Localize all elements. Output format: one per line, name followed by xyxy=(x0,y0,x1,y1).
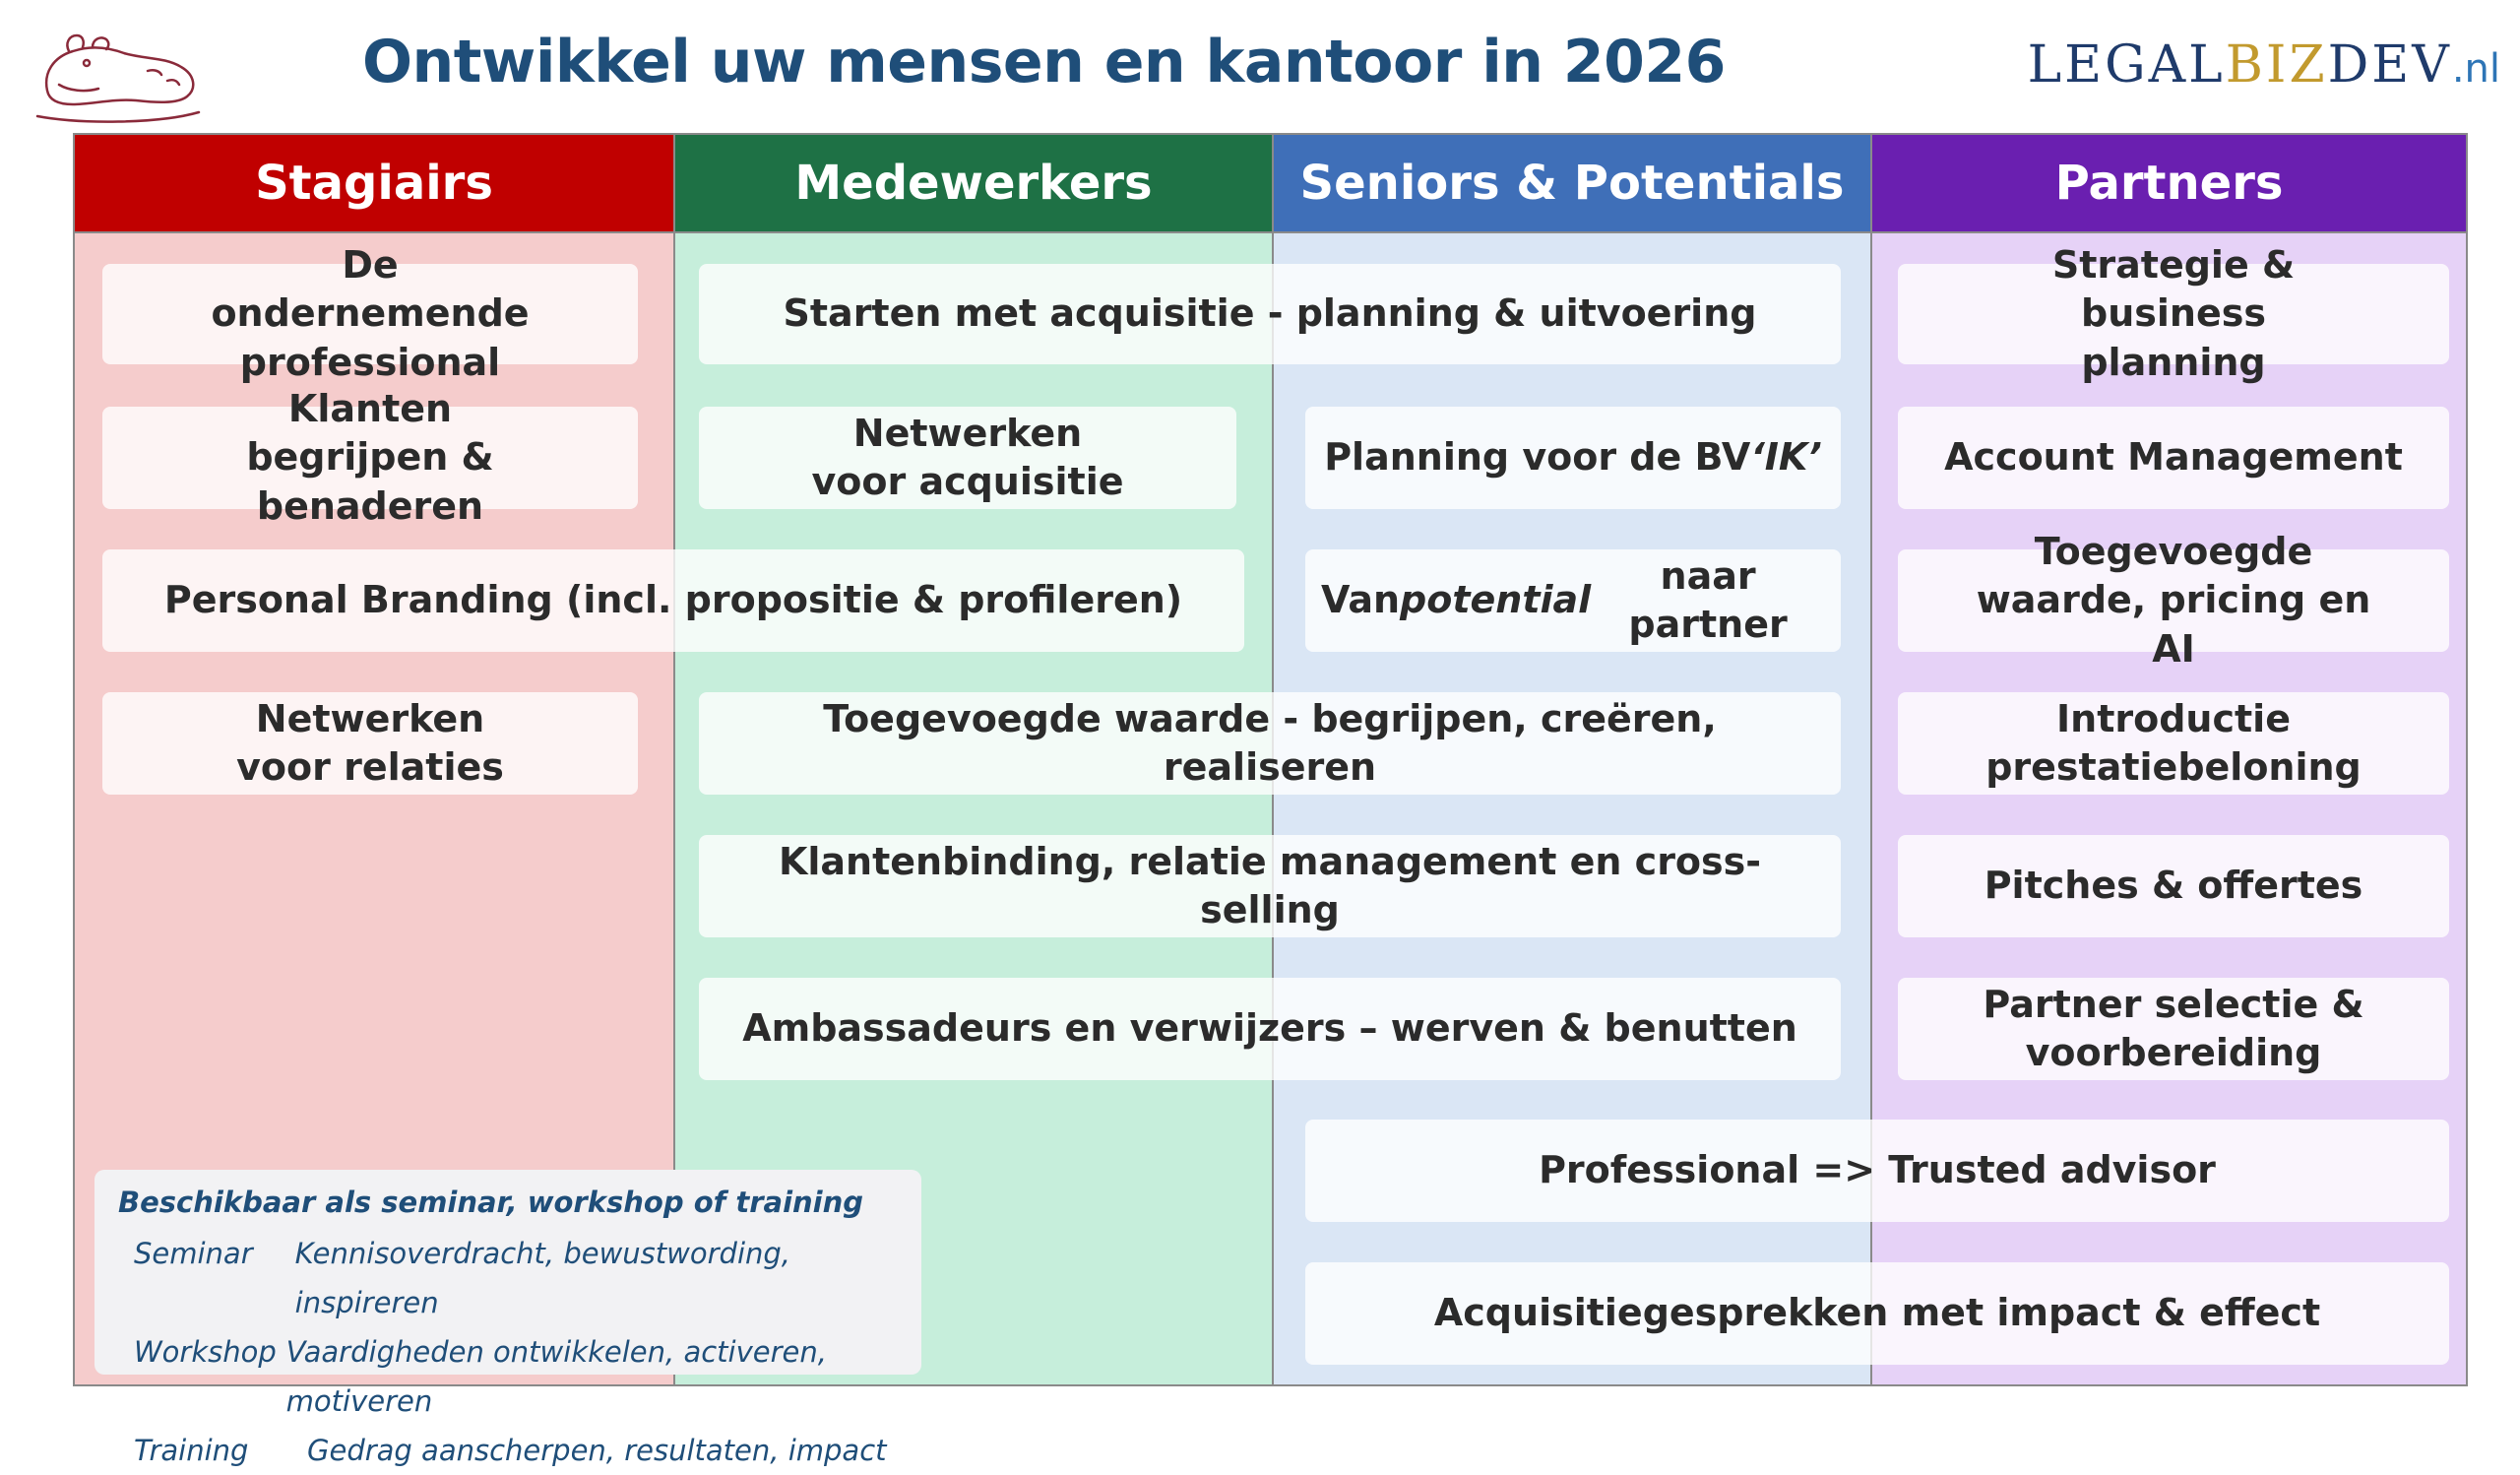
topic-box: Introductie prestatiebeloning xyxy=(1898,692,2449,795)
topic-box: Klantenbinding, relatie management en cross-selling xyxy=(699,835,1841,937)
topic-box: Toegevoegde waarde, pricing en AI xyxy=(1898,549,2449,652)
format-legend xyxy=(94,1170,921,1467)
legend-row xyxy=(118,1327,898,1426)
topic-box: Strategie & business planning xyxy=(1898,264,2449,364)
topic-box: Toegevoegde waarde - begrijpen, creëren, realiseren xyxy=(699,692,1841,795)
topic-box: Acquisitiegesprekken met impact & effect xyxy=(1305,1262,2449,1365)
legend-key: Workshop xyxy=(134,1335,277,1369)
hippo-logo xyxy=(30,22,207,126)
legend-row xyxy=(118,1426,898,1475)
legend-value: Gedrag aanscherpen, resultaten, impact xyxy=(307,1434,887,1467)
legend-row xyxy=(118,1229,898,1327)
topic-box: Klanten begrijpen & benaderen xyxy=(102,407,638,509)
legend-key: Training xyxy=(134,1434,249,1467)
topic-box: Pitches & offertes xyxy=(1898,835,2449,937)
legend-title: Beschikbaar als seminar, workshop of training xyxy=(118,1186,864,1219)
topic-box: Netwerken voor relaties xyxy=(102,692,638,795)
column-header-seniors: Seniors & Potentials xyxy=(1274,135,1870,233)
legalbizdev-logo: LEGALBIZDEV.nl xyxy=(2027,35,2500,95)
topic-box: Professional => Trusted advisor xyxy=(1305,1120,2449,1222)
legend-value: Kennisoverdracht, bewustwording, inspireren xyxy=(294,1237,791,1319)
topic-box: Partner selectie & voorbereiding xyxy=(1898,978,2449,1080)
topic-box: Personal Branding (incl. propositie & profileren) xyxy=(102,549,1244,652)
legend-key: Seminar xyxy=(134,1237,253,1270)
column-header-medewerkers: Medewerkers xyxy=(675,135,1272,233)
topic-box: Planning voor de BV ‘IK’ xyxy=(1305,407,1841,509)
column-header-partners: Partners xyxy=(1872,135,2466,233)
topic-box: Van potential naar partner xyxy=(1305,549,1841,652)
legend-value: Vaardigheden ontwikkelen, activeren, motiveren xyxy=(285,1335,827,1418)
topic-box: Netwerken voor acquisitie xyxy=(699,407,1236,509)
topic-box: Account Management xyxy=(1898,407,2449,509)
topic-box: Starten met acquisitie - planning & uitvoering xyxy=(699,264,1841,364)
topic-box: De ondernemende professional xyxy=(102,264,638,364)
column-header-stagiairs: Stagiairs xyxy=(75,135,673,233)
topic-box: Ambassadeurs en verwijzers – werven & benutten xyxy=(699,978,1841,1080)
page-title: Ontwikkel uw mensen en kantoor in 2026 xyxy=(362,28,1726,96)
